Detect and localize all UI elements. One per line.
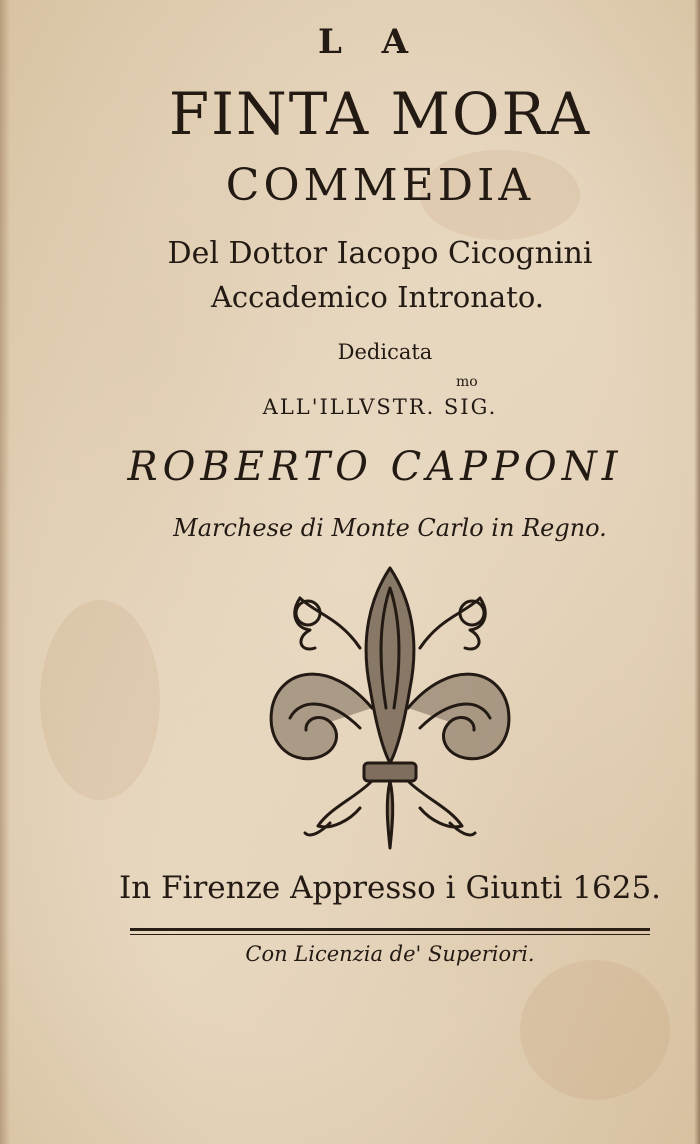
divider-rule (130, 928, 650, 931)
title-genre: COMMEDIA (225, 160, 535, 211)
dedication-honorific: ALL'ILLVSTR. SIG. (262, 395, 498, 419)
author-line: Del Dottor Iacopo Cicognini (167, 236, 593, 271)
title-main: FINTA MORA (168, 80, 592, 148)
superscript-abbreviation: mo (456, 374, 478, 390)
license-line: Con Licenzia de' Superiori. (245, 942, 535, 966)
paper-stain (40, 600, 160, 800)
fleur-de-lis-icon (260, 558, 520, 858)
dedicatee-name: ROBERTO CAPPONI (127, 444, 623, 490)
academy-line: Accademico Intronato. (210, 280, 545, 314)
paper-stain (520, 960, 670, 1100)
imprint-line: In Firenze Appresso i Giunti 1625. (118, 870, 662, 906)
dedicatee-title: Marchese di Monte Carlo in Regno. (173, 514, 607, 542)
dedication-label: Dedicata (337, 340, 433, 364)
divider-rule-thin (130, 934, 650, 935)
title-article: L A (317, 22, 423, 62)
